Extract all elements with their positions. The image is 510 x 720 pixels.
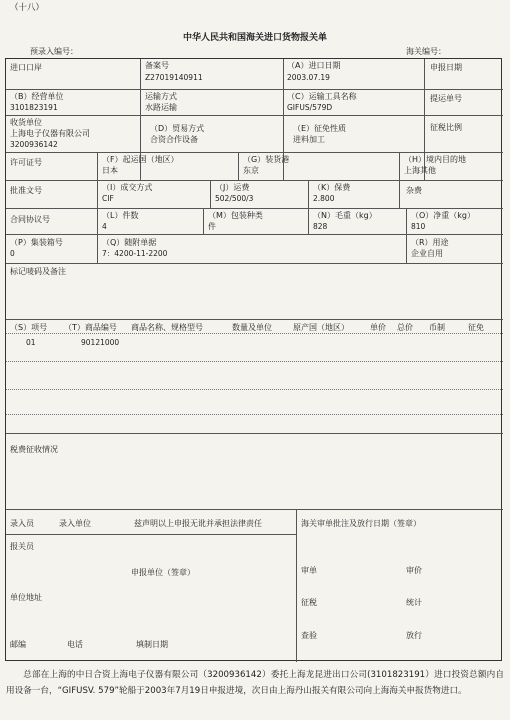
transport-mode-label: 运输方式: [145, 92, 177, 101]
package-label: （M）包装种类: [208, 211, 263, 220]
phone-label: 电话: [67, 640, 83, 649]
inspection-label: 查验: [301, 631, 317, 640]
container-value: 0: [10, 249, 15, 258]
operator-code-value: 3101823191: [10, 103, 58, 112]
consignee-name: 上海电子仪器有限公司: [10, 129, 90, 138]
unit-address-label: 单位地址: [10, 593, 42, 602]
documents-label: （Q）随附单据: [102, 238, 157, 247]
insurance-label: （K）保费: [313, 183, 351, 192]
gross-weight-value: 828: [313, 222, 328, 231]
goods-header-unit-price: 单价: [370, 323, 386, 332]
freight-value: 502/500/3: [215, 194, 254, 203]
goods-header-origin: 原产国（地区）: [293, 323, 349, 332]
container-label: （P）集装箱号: [10, 238, 63, 247]
destination-label: （H）境内目的地: [404, 155, 467, 164]
goods-header-code: （T）商品编号: [64, 323, 117, 332]
goods-header-item-no: （S）项号: [10, 323, 48, 332]
net-weight-value: 810: [411, 222, 426, 231]
goods-header-currency: 币制: [429, 323, 445, 332]
section-number: （十八）: [10, 3, 45, 13]
tax-collection-label: 税费征收情况: [10, 445, 58, 454]
documents-value: 7：4200-11-2200: [102, 249, 168, 258]
import-date-value: 2003.07.19: [287, 73, 330, 82]
declarant-label: 报关员: [10, 542, 34, 551]
form-title: 中华人民共和国海关进口货物报关单: [182, 33, 327, 43]
vehicle-value: GIFUS/579D: [287, 103, 333, 112]
contract-label: 合同协议号: [10, 215, 50, 224]
consignee-label: 收货单位: [10, 118, 42, 127]
origin-country-label: （F）起运国（地区）: [102, 155, 179, 164]
prerecord-no-label: 预录入编号：: [30, 47, 78, 56]
tax-levy-label: 征税: [301, 598, 317, 607]
loading-port-value: 东京: [243, 166, 259, 175]
pieces-label: （L）件数: [102, 211, 139, 220]
release-label: 放行: [406, 631, 422, 640]
goods-code: 90121000: [81, 338, 120, 347]
deal-mode-value: CIF: [102, 194, 114, 203]
record-no-value: Z27019140911: [145, 73, 203, 82]
use-value: 企业自用: [411, 249, 443, 258]
license-label: 许可证号: [10, 158, 42, 167]
review-label: 审单: [301, 566, 317, 575]
goods-header-total: 总价: [397, 323, 413, 332]
operator-label: （B）经营单位: [10, 92, 64, 101]
consignee-code: 3200936142: [10, 140, 58, 149]
audit-price-label: 审价: [406, 566, 422, 575]
misc-fee-label: 杂费: [406, 186, 422, 195]
tax-nature-value: 进料加工: [293, 135, 325, 144]
transport-mode-value: 水路运输: [145, 103, 177, 112]
case-description: [6, 667, 504, 699]
loading-port-label: （G）装货港: [243, 155, 290, 164]
deal-mode-label: （I）成交方式: [102, 183, 153, 192]
approval-no-label: 批准文号: [10, 186, 42, 195]
entry-unit-label: 录入单位: [59, 519, 91, 528]
use-label: （R）用途: [411, 238, 449, 247]
record-no-label: 备案号: [145, 61, 169, 70]
statistics-label: 统计: [406, 598, 422, 607]
import-date-label: （A）进口日期: [287, 61, 341, 70]
marks-remarks-label: 标记唛码及备注: [10, 267, 66, 276]
origin-country-value: 日本: [102, 166, 118, 175]
zip-label: 邮编: [10, 640, 26, 649]
port-label: 进口口岸: [10, 63, 42, 72]
net-weight-label: （O）净重（kg）: [411, 211, 476, 220]
vehicle-label: （C）运输工具名称: [287, 92, 357, 101]
declare-date-label: 申报日期: [430, 63, 462, 72]
insurance-value: 2.800: [313, 194, 335, 203]
goods-item-no: 01: [26, 338, 36, 347]
customs-declaration-form: [5, 58, 502, 661]
entry-person-label: 录入员: [10, 519, 34, 528]
tax-nature-label: （E）征免性质: [293, 124, 347, 133]
customs-no-label: 海关编号：: [406, 47, 446, 56]
declaration-statement: 兹声明以上申报无讹并承担法律责任: [134, 519, 262, 528]
bill-label: 提运单号: [430, 94, 462, 103]
goods-header-name-spec: 商品名称、规格型号: [131, 323, 203, 332]
gross-weight-label: （N）毛重（kg）: [313, 211, 377, 220]
tax-ratio-label: 征税比例: [430, 123, 462, 132]
freight-label: （J）运费: [215, 183, 250, 192]
customs-approval-label: 海关审单批注及放行日期（签章）: [301, 519, 421, 528]
fill-date-label: 填制日期: [136, 640, 168, 649]
trade-mode-label: （D）贸易方式: [150, 124, 205, 133]
goods-header-exemption: 征免: [468, 323, 484, 332]
pieces-value: 4: [102, 222, 107, 231]
trade-mode-value: 合资合作设备: [150, 135, 198, 144]
case-paragraph: 总部在上海的中日合资上海电子仪器有限公司（3200936142）委托上海龙昆进出口公司(3101823191）进口投资总额内自用设备一台，“GIFUSV. 579”轮船于2003年7月19日申报进境，次日由上海丹山报关有限公司向上海海关申报货物进口。: [6, 670, 504, 696]
declare-unit-label: 申报单位（签章）: [131, 568, 195, 577]
package-value: 件: [208, 222, 216, 231]
destination-value: 上海其他: [404, 166, 436, 175]
goods-header-quantity: 数量及单位: [232, 323, 272, 332]
